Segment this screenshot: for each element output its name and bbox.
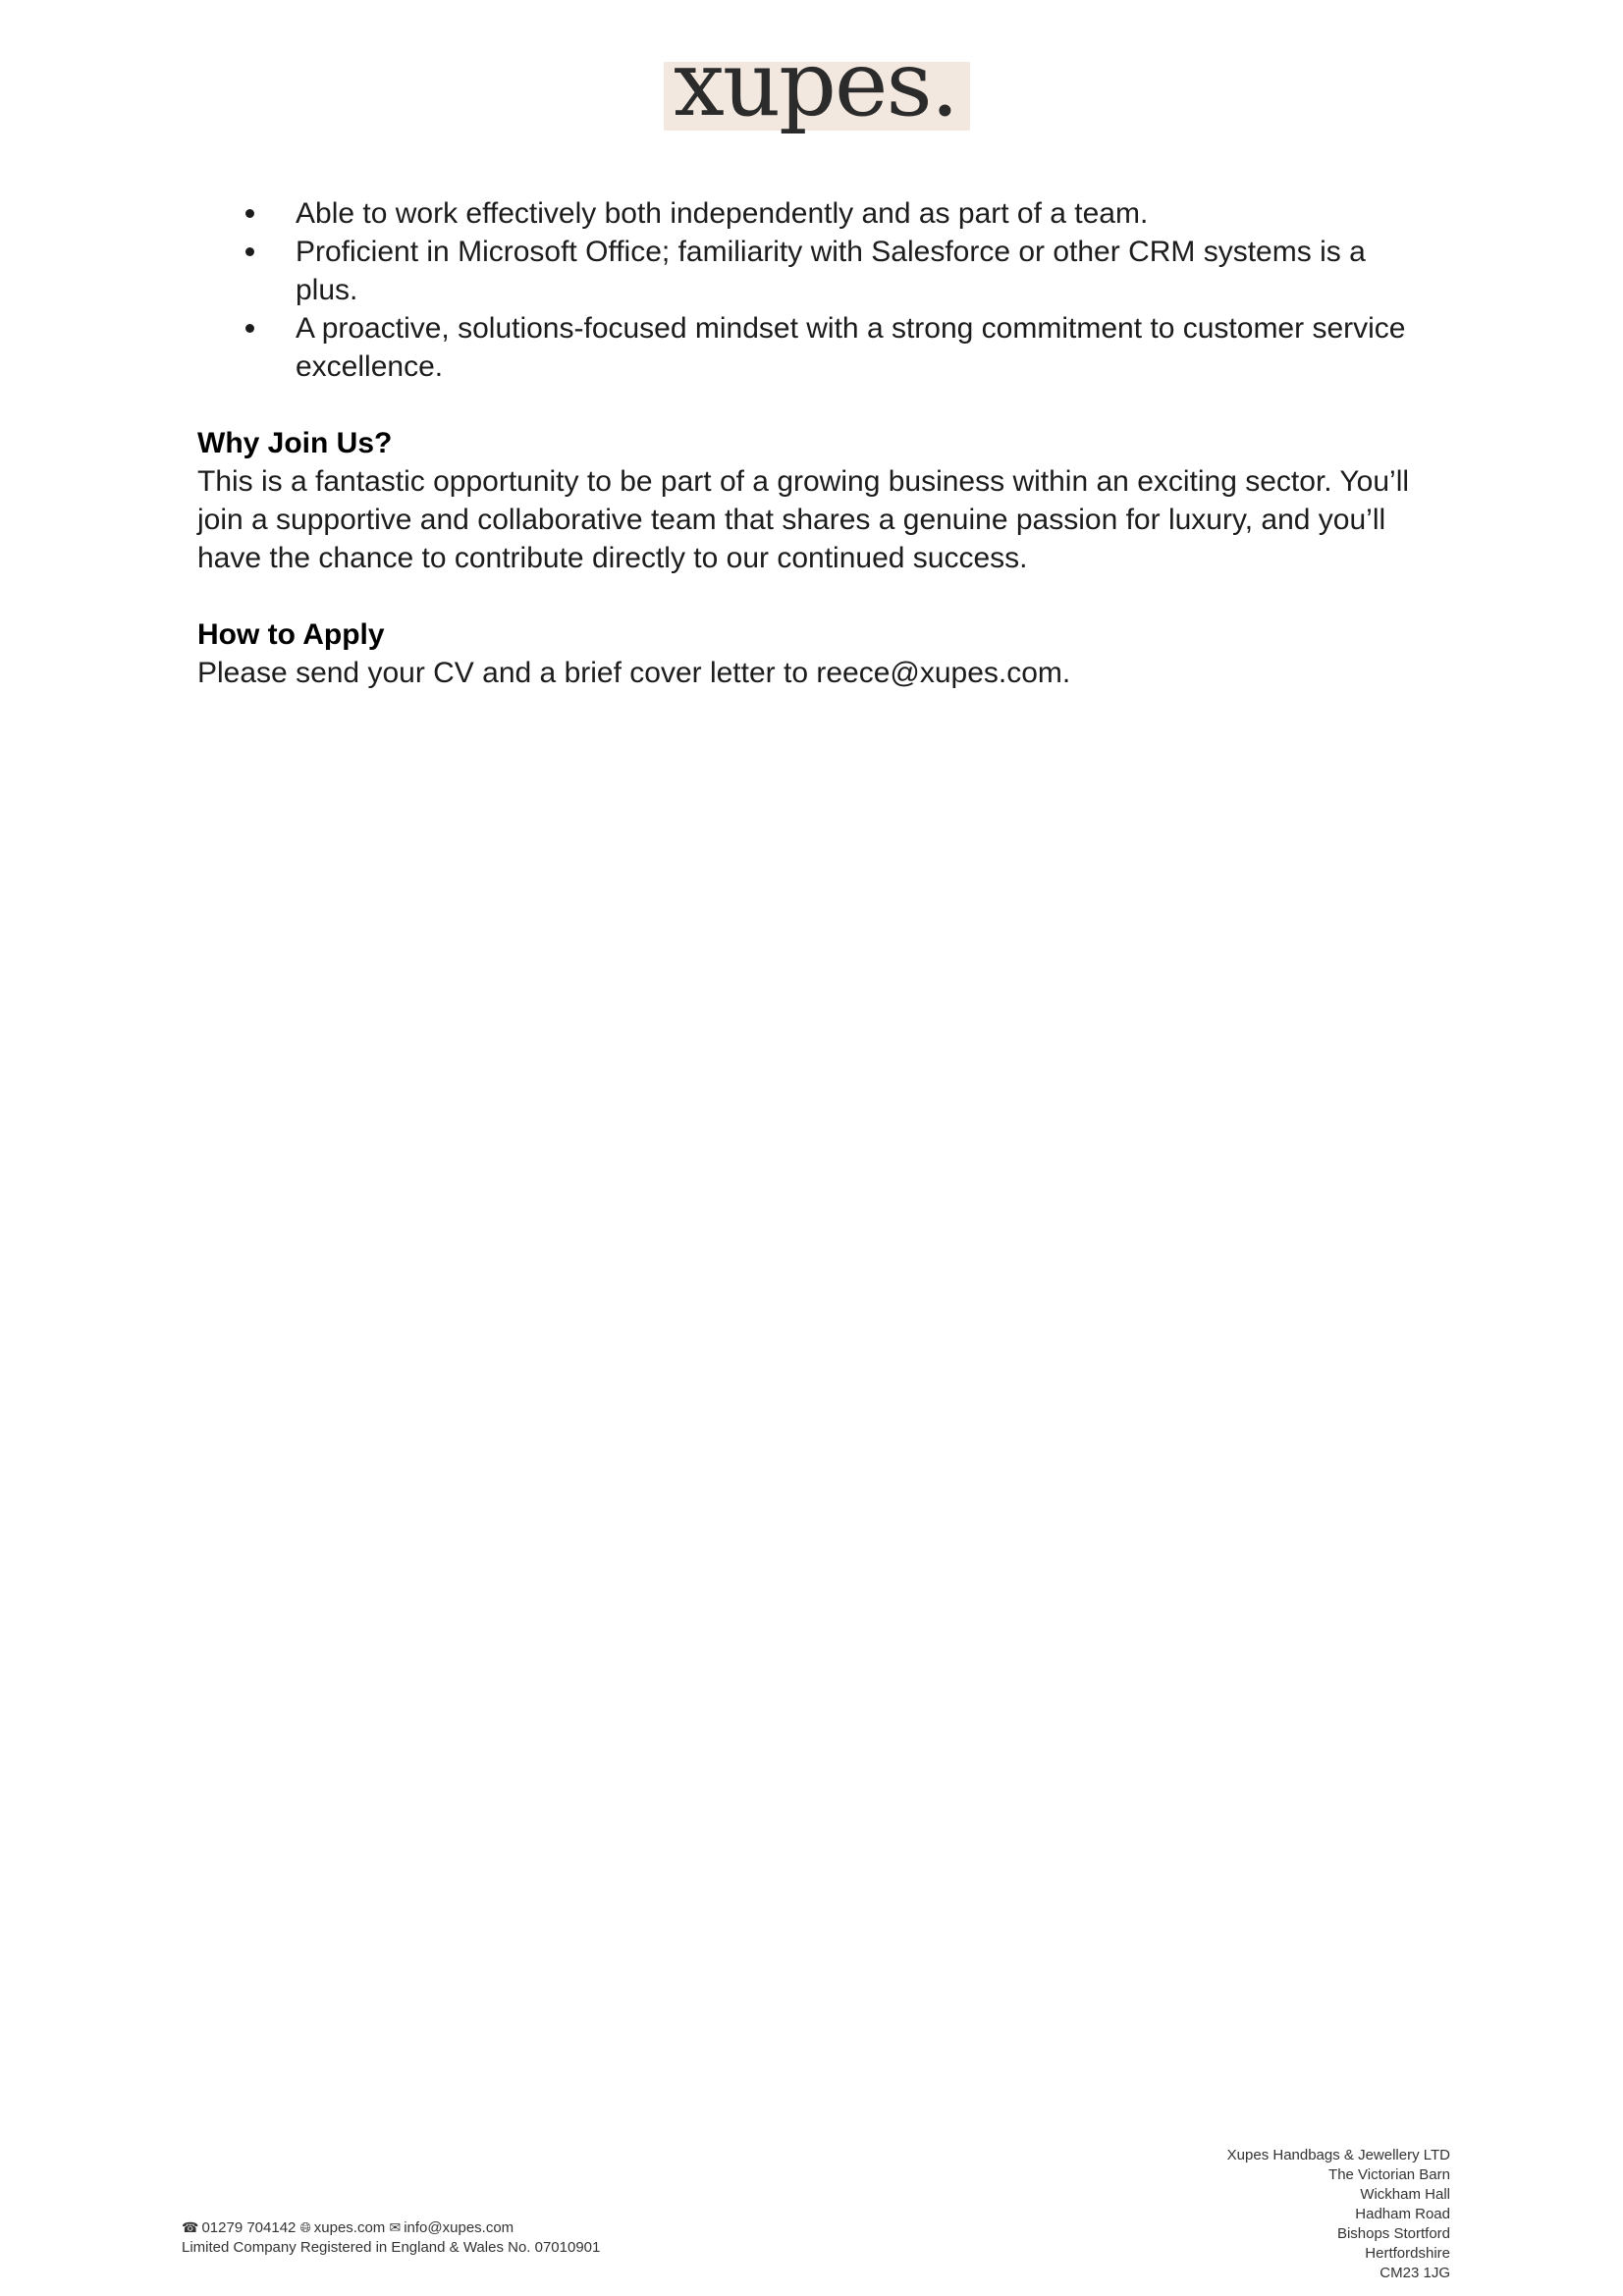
mail-icon: ✉	[389, 2219, 402, 2235]
footer-contact	[182, 2217, 600, 2258]
footer-address	[1227, 2146, 1450, 2283]
footer-phone: 01279 704142	[201, 2219, 297, 2236]
address-line: Wickham Hall	[1360, 2186, 1450, 2203]
globe-icon: 🌐︎	[299, 2219, 311, 2235]
list-item	[296, 194, 1434, 233]
phone-icon: ☎	[182, 2219, 199, 2235]
list-item	[296, 309, 1434, 386]
address-line: Hertfordshire	[1365, 2245, 1450, 2262]
bullet-icon	[245, 324, 254, 333]
address-line: CM23 1JG	[1380, 2265, 1450, 2281]
requirements-list	[197, 194, 1434, 386]
logo: xupes.	[674, 31, 957, 136]
why-join-paragraph: This is a fantastic opportunity to be part of a growing business within an exciting sector. You’ll join a supportive and collaborative team that shares a genuine passion for luxury, and you’ll have the chance to contribute directly to our continued success.	[197, 465, 1410, 574]
how-to-apply-heading: How to Apply	[197, 618, 385, 651]
list-item-text: Proficient in Microsoft Office; familiarity with Salesforce or other CRM systems is a plus.	[296, 236, 1366, 306]
footer-registration: Limited Company Registered in England & Wales No. 07010901	[182, 2239, 601, 2256]
list-item-text: A proactive, solutions-focused mindset with a strong commitment to customer service excellence.	[296, 312, 1406, 383]
list-item-text: Able to work effectively both independently and as part of a team.	[296, 197, 1149, 230]
address-line: Bishops Stortford	[1336, 2225, 1450, 2242]
address-line: The Victorian Barn	[1328, 2166, 1450, 2183]
footer-email: info@xupes.com	[404, 2219, 514, 2236]
document-body	[197, 194, 1434, 692]
address-line: Hadham Road	[1355, 2206, 1450, 2222]
bullet-icon	[245, 209, 254, 218]
list-item	[296, 233, 1434, 309]
bullet-icon	[245, 247, 254, 256]
footer-website: xupes.com	[313, 2219, 386, 2236]
why-join-heading: Why Join Us?	[197, 427, 393, 459]
how-to-apply-paragraph: Please send your CV and a brief cover letter to reece@xupes.com.	[197, 657, 1071, 689]
address-line: Xupes Handbags & Jewellery LTD	[1226, 2147, 1450, 2163]
